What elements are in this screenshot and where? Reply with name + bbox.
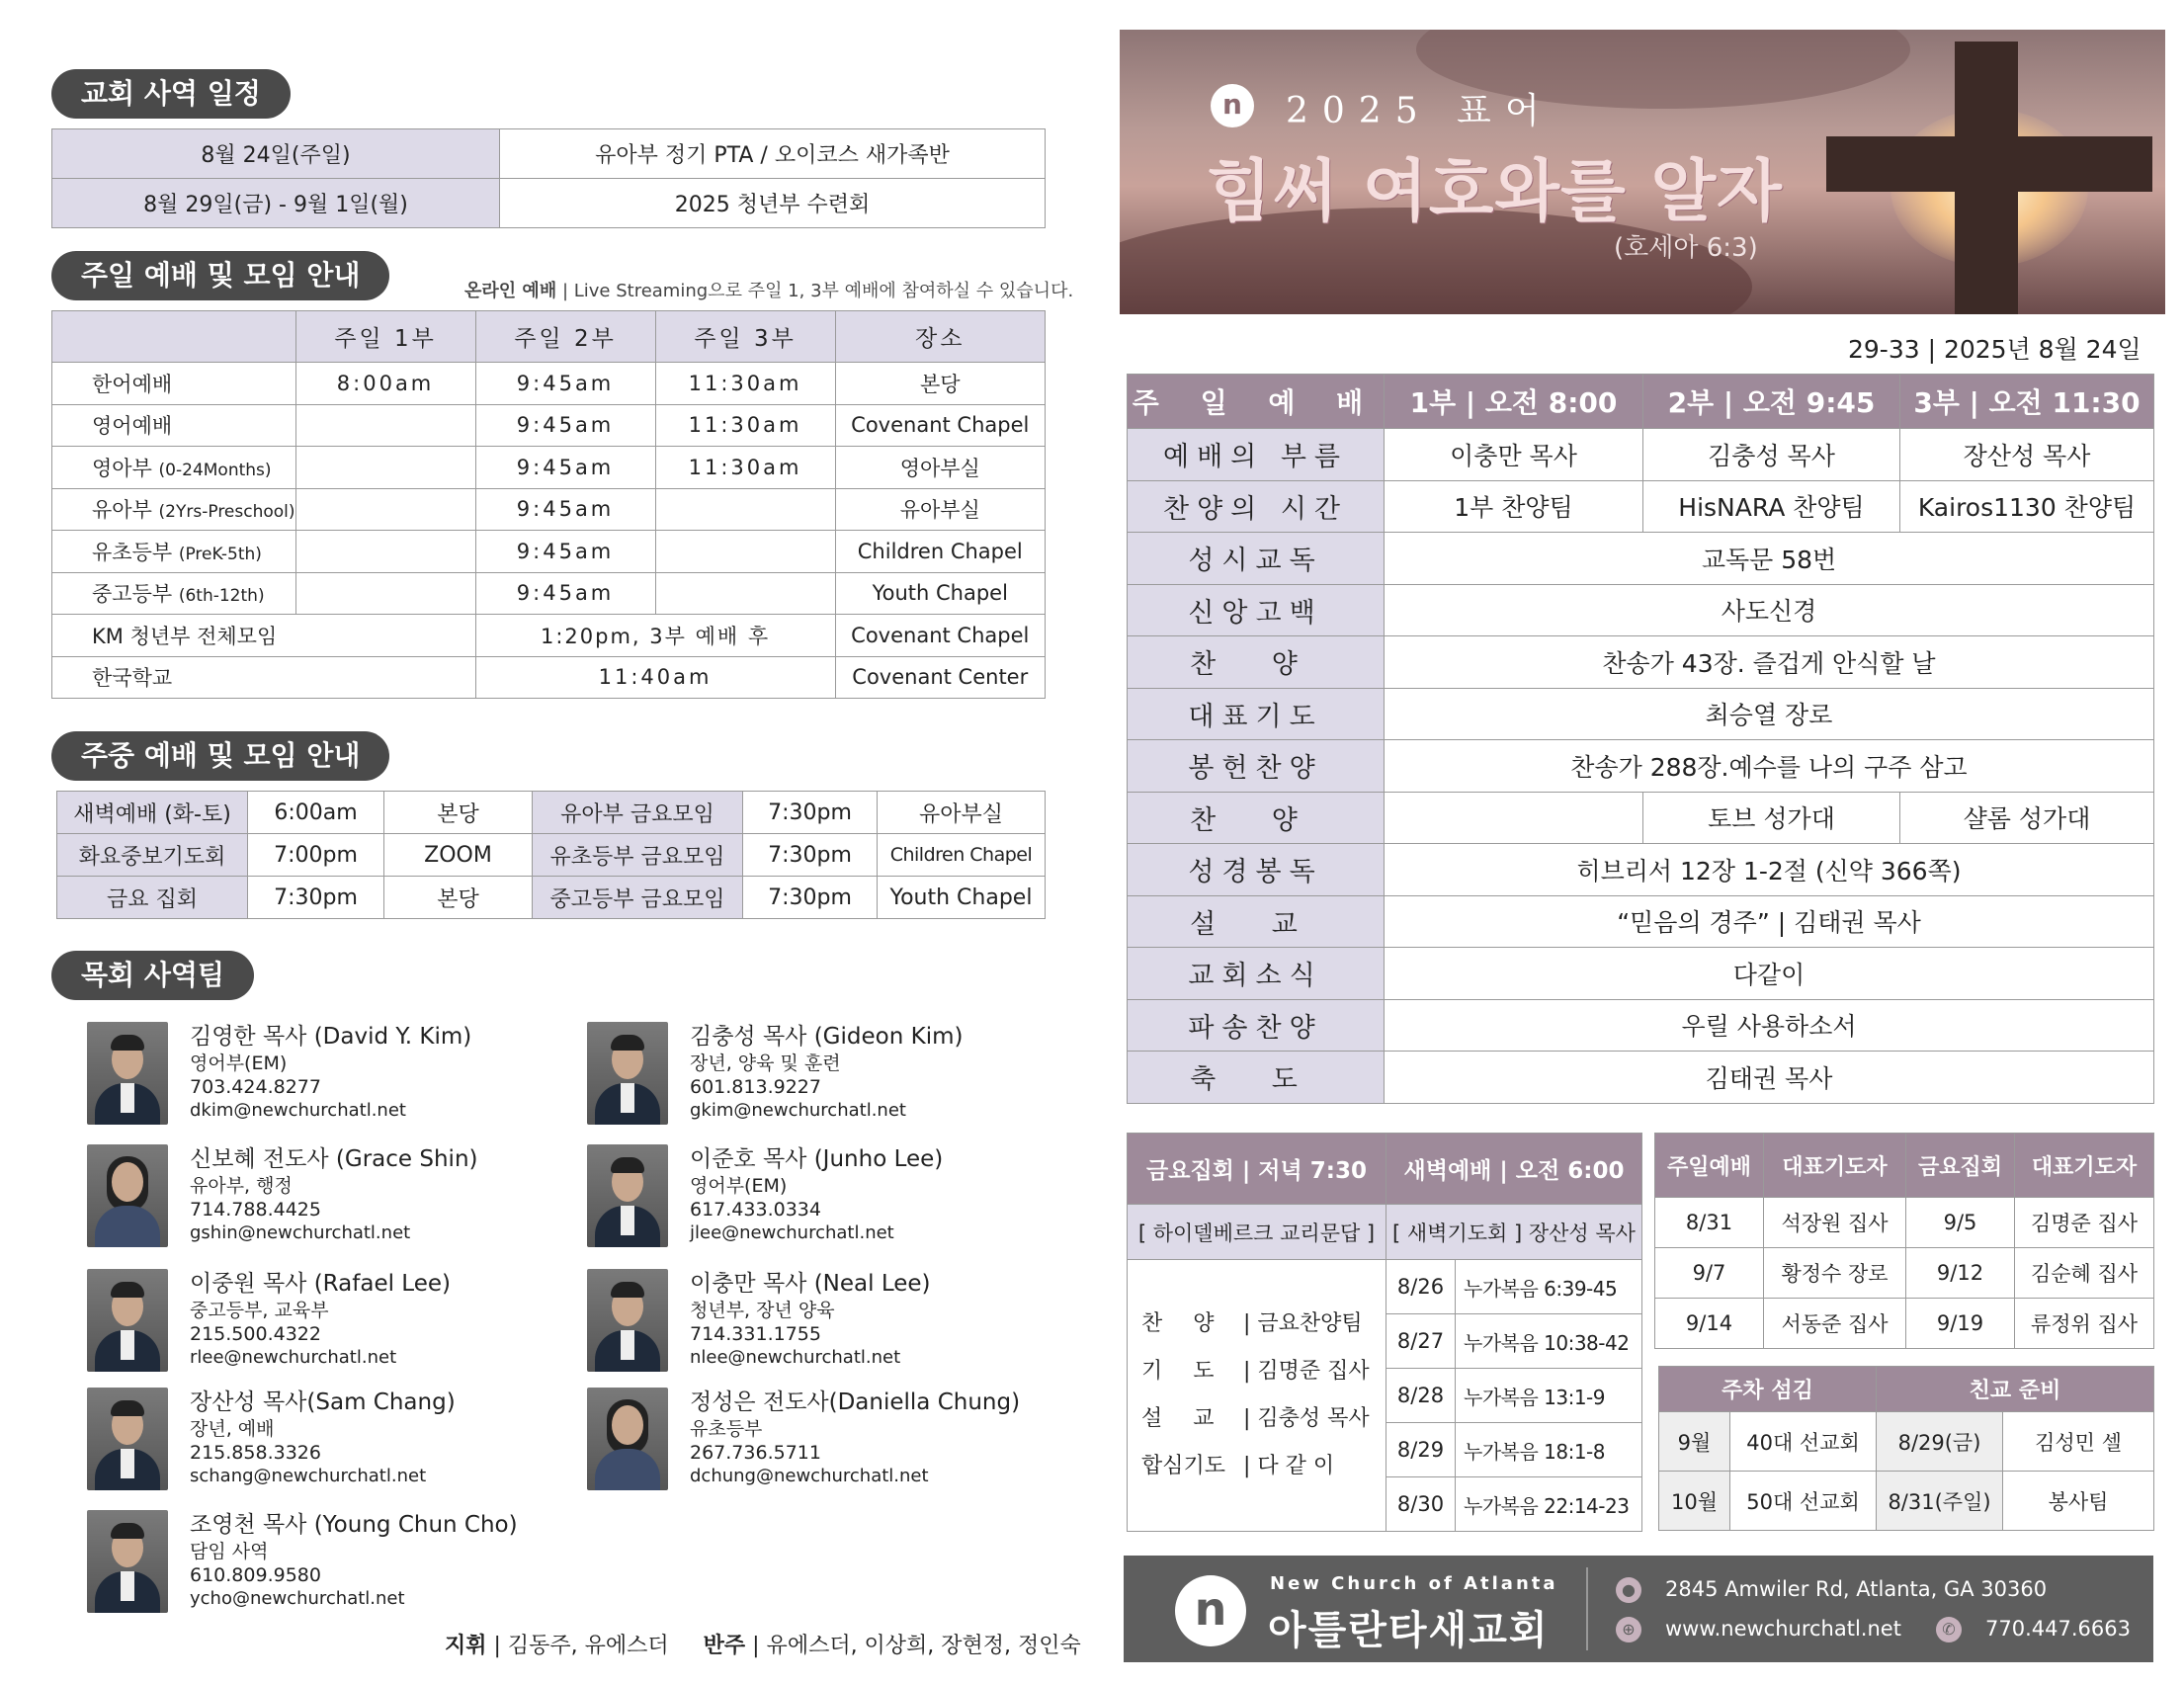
staff-card xyxy=(587,1022,1061,1131)
service-time xyxy=(295,572,475,615)
order-label: 설 교 xyxy=(1128,895,1385,948)
staff-name: 장산성 목사(Sam Chang) xyxy=(190,1389,456,1415)
order-label: 신앙고백 xyxy=(1128,584,1385,636)
staff-name: 정성은 전도사(Daniella Chung) xyxy=(690,1389,1021,1415)
table-header-row xyxy=(52,311,1046,363)
parking-team: 40대 선교회 xyxy=(1730,1412,1877,1472)
events-table xyxy=(51,128,1046,228)
table-row xyxy=(52,615,1046,657)
header-cell: 주일 1부 xyxy=(295,311,475,363)
meeting-time: 7:30pm xyxy=(743,877,878,919)
church-phone[interactable]: 770.447.6663 xyxy=(1985,1617,2131,1641)
order-value: HisNARA 찬양팀 xyxy=(1643,480,1900,533)
order-value: 다같이 xyxy=(1385,948,2154,1000)
order-value: 김충성 목사 xyxy=(1643,429,1900,481)
order-value: 교독문 58번 xyxy=(1385,533,2154,585)
friday-item: 기 도 | 김명준 집사 xyxy=(1141,1359,1370,1384)
sunday-schedule-table xyxy=(51,310,1046,699)
header-cell: 대표기도자 xyxy=(1764,1134,1906,1198)
friday-subtitle: [ 하이델베르크 교리문답 ] xyxy=(1128,1205,1386,1260)
order-value xyxy=(1385,792,1643,844)
service-name: 영어예배 xyxy=(52,404,296,447)
table-row xyxy=(52,363,1046,405)
motto-title: 힘써 여호와를 알자 xyxy=(1207,153,1783,231)
staff-role: 중고등부, 교육부 xyxy=(190,1300,329,1321)
staff-role: 장년, 양육 및 훈련 xyxy=(690,1052,841,1074)
meeting-time: 7:30pm xyxy=(743,792,878,834)
table-row xyxy=(1128,895,2154,948)
staff-email[interactable]: dkim@newchurchatl.net xyxy=(190,1100,406,1121)
service-place: 본당 xyxy=(835,363,1045,405)
staff-role: 장년, 예배 xyxy=(190,1418,275,1440)
table-row xyxy=(1128,533,2154,585)
dawn-header: 새벽예배 | 오전 6:00 xyxy=(1386,1134,1642,1205)
header-cell: 장소 xyxy=(835,311,1045,363)
dawn-date: 8/29 xyxy=(1386,1423,1456,1477)
service-name: 중고등부 (6th-12th) xyxy=(52,572,296,615)
dawn-reading: 누가복음 6:39-45 xyxy=(1456,1260,1642,1314)
staff-photo xyxy=(87,1510,168,1613)
table-row xyxy=(1128,688,2154,740)
service-place: 영아부실 xyxy=(835,447,1045,489)
rep-name: 황정수 장로 xyxy=(1764,1248,1906,1299)
staff-photo xyxy=(87,1022,168,1125)
dawn-reading: 누가복음 10:38-42 xyxy=(1456,1314,1642,1369)
church-address: 2845 Amwiler Rd, Atlanta, GA 30360 xyxy=(1665,1577,2048,1601)
table-row xyxy=(1128,740,2154,793)
meeting-place: ZOOM xyxy=(384,834,533,877)
service-place: Covenant Chapel xyxy=(835,615,1045,657)
conductor-label: 지휘 xyxy=(445,1634,487,1658)
issue-date: 29-33 | 2025년 8월 24일 xyxy=(1848,335,2142,364)
rep-date: 9/19 xyxy=(1906,1299,2015,1349)
staff-email[interactable]: gkim@newchurchatl.net xyxy=(690,1100,906,1121)
accompanist-label: 반주 xyxy=(703,1634,746,1658)
event-date: 8월 24일(주일) xyxy=(52,129,500,179)
staff-card xyxy=(587,1269,1061,1378)
table-row xyxy=(1128,844,2154,896)
staff-name: 김충성 목사 (Gideon Kim) xyxy=(690,1024,964,1050)
rep-name: 류정위 집사 xyxy=(2015,1299,2154,1349)
service-time xyxy=(655,531,835,573)
order-value: 최승열 장로 xyxy=(1385,688,2154,740)
table-row xyxy=(52,447,1046,489)
sunday-section-title: 주일 예배 및 모임 안내 xyxy=(51,251,389,300)
church-name-ko: 아틀란타새교회 xyxy=(1268,1608,1550,1653)
service-time: 11:30am xyxy=(655,404,835,447)
service-time: 9:45am xyxy=(475,363,655,405)
staff-phone: 215.500.4322 xyxy=(190,1323,321,1345)
service-place: Youth Chapel xyxy=(835,572,1045,615)
service-time: 9:45am xyxy=(475,404,655,447)
header-cell: 대표기도자 xyxy=(2015,1134,2154,1198)
table-row xyxy=(1128,948,2154,1000)
service-name: 영아부 (0-24Months) xyxy=(52,447,296,489)
service-time: 11:40am xyxy=(475,656,835,699)
meeting-name: 중고등부 금요모임 xyxy=(533,877,743,919)
staff-name: 신보혜 전도사 (Grace Shin) xyxy=(190,1146,478,1172)
order-value: 찬송가 288장.예수를 나의 구주 삼고 xyxy=(1385,740,2154,793)
meeting-time: 7:30pm xyxy=(248,877,384,919)
staff-card xyxy=(87,1510,561,1619)
staff-phone: 714.331.1755 xyxy=(690,1323,821,1345)
rep-name: 서동준 집사 xyxy=(1764,1299,1906,1349)
rep-date: 9/7 xyxy=(1655,1248,1764,1299)
order-value: Kairos1130 찬양팀 xyxy=(1900,480,2154,533)
order-label: 성시교독 xyxy=(1128,533,1385,585)
table-row xyxy=(1128,1260,1642,1314)
order-value: 히브리서 12장 1-2절 (신약 366쪽) xyxy=(1385,844,2154,896)
table-header-row xyxy=(1128,375,2154,429)
staff-photo xyxy=(587,1144,668,1247)
table-row xyxy=(1128,429,2154,481)
parking-month: 10월 xyxy=(1659,1472,1730,1531)
service-place: Children Chapel xyxy=(835,531,1045,573)
staff-role: 영어부(EM) xyxy=(690,1175,788,1197)
staff-photo xyxy=(87,1269,168,1372)
service-time xyxy=(655,572,835,615)
accompanist-names: | 유에스더, 이상희, 장현정, 정인숙 xyxy=(752,1634,1081,1658)
table-header-row xyxy=(1655,1134,2154,1198)
header-cell: 주일예배 xyxy=(1655,1134,1764,1198)
meeting-name: 화요중보기도회 xyxy=(57,834,248,877)
order-value: 찬송가 43장. 즐겁게 안식할 날 xyxy=(1385,636,2154,689)
order-value: 토브 성가대 xyxy=(1643,792,1900,844)
prayer-reps-table xyxy=(1654,1133,2154,1349)
service-time xyxy=(295,531,475,573)
meeting-place: Youth Chapel xyxy=(878,877,1046,919)
fellowship-header: 친교 준비 xyxy=(1877,1367,2154,1412)
table-row xyxy=(1128,999,2154,1052)
friday-header: 금요집회 | 저녁 7:30 xyxy=(1128,1134,1386,1205)
service-time xyxy=(655,488,835,531)
meeting-time: 7:30pm xyxy=(743,834,878,877)
staff-photo xyxy=(587,1022,668,1125)
staff-phone: 215.858.3326 xyxy=(190,1442,321,1464)
table-row xyxy=(1659,1472,2154,1531)
event-date: 8월 29일(금) - 9월 1일(월) xyxy=(52,179,500,228)
staff-card xyxy=(587,1144,1061,1253)
order-label: 예배의 부름 xyxy=(1128,429,1385,481)
order-label: 봉헌찬양 xyxy=(1128,740,1385,793)
order-label: 성경봉독 xyxy=(1128,844,1385,896)
table-row xyxy=(1128,792,2154,844)
order-value: 장산성 목사 xyxy=(1900,429,2154,481)
staff-phone: 703.424.8277 xyxy=(190,1076,321,1098)
header-cell: 금요집회 xyxy=(1906,1134,2015,1198)
order-value: 1부 찬양팀 xyxy=(1385,480,1643,533)
order-label: 파송찬양 xyxy=(1128,999,1385,1052)
fellowship-date: 8/31(주일) xyxy=(1877,1472,2003,1531)
table-row xyxy=(1128,1205,1642,1260)
order-label: 축 도 xyxy=(1128,1052,1385,1104)
staff-role: 청년부, 장년 양육 xyxy=(690,1300,835,1321)
table-row xyxy=(52,179,1046,228)
parking-fellowship-table xyxy=(1658,1366,2154,1531)
motto-banner xyxy=(1120,30,2165,314)
staff-name: 김영한 목사 (David Y. Kim) xyxy=(190,1024,472,1050)
staff-name: 조영천 목사 (Young Chun Cho) xyxy=(190,1512,518,1538)
dawn-reading: 누가복음 18:1-8 xyxy=(1456,1423,1642,1477)
order-value: 사도신경 xyxy=(1385,584,2154,636)
service-time xyxy=(295,488,475,531)
staff-card xyxy=(87,1388,561,1496)
service-time: 9:45am xyxy=(475,531,655,573)
meeting-name: 금요 집회 xyxy=(57,877,248,919)
rep-name: 김순혜 집사 xyxy=(2015,1248,2154,1299)
service-time: 11:30am xyxy=(655,447,835,489)
fellowship-team: 봉사팀 xyxy=(2003,1472,2154,1531)
rep-name: 김명준 집사 xyxy=(2015,1198,2154,1248)
staff-card xyxy=(87,1144,561,1253)
staff-name: 이충만 목사 (Neal Lee) xyxy=(690,1271,931,1297)
order-label: 대표기도 xyxy=(1128,688,1385,740)
service-name: 유아부 (2Yrs-Preschool) xyxy=(52,488,296,531)
dawn-date: 8/26 xyxy=(1386,1260,1456,1314)
staff-email[interactable]: gshin@newchurchatl.net xyxy=(190,1222,411,1243)
meeting-place: 유아부실 xyxy=(878,792,1046,834)
parking-header: 주차 섬김 xyxy=(1659,1367,1877,1412)
staff-role: 담임 사역 xyxy=(190,1541,269,1562)
staff-photo xyxy=(87,1144,168,1247)
staff-role: 영어부(EM) xyxy=(190,1052,288,1074)
order-value: 이충만 목사 xyxy=(1385,429,1643,481)
table-row xyxy=(52,404,1046,447)
friday-item: 설 교 | 김충성 목사 xyxy=(1141,1406,1370,1431)
fellowship-team: 김성민 셀 xyxy=(2003,1412,2154,1472)
online-worship-note xyxy=(464,277,1073,302)
event-name: 2025 청년부 수련회 xyxy=(500,179,1046,228)
fellowship-date: 8/29(금) xyxy=(1877,1412,2003,1472)
online-label: 온라인 예배 xyxy=(464,281,557,301)
parking-month: 9월 xyxy=(1659,1412,1730,1472)
staff-card xyxy=(87,1269,561,1378)
table-row xyxy=(1128,480,2154,533)
staff-email[interactable]: dchung@newchurchatl.net xyxy=(690,1466,929,1486)
events-section-title: 교회 사역 일정 xyxy=(51,69,291,119)
service-time: 9:45am xyxy=(475,488,655,531)
table-row xyxy=(52,656,1046,699)
table-row xyxy=(1655,1299,2154,1349)
meeting-name: 새벽예배 (화-토) xyxy=(57,792,248,834)
table-row xyxy=(1655,1198,2154,1248)
church-footer xyxy=(1124,1556,2153,1662)
staff-email[interactable]: ycho@newchurchatl.net xyxy=(190,1588,405,1609)
friday-item: 합심기도 | 다 같 이 xyxy=(1141,1454,1335,1478)
service-time: 11:30am xyxy=(655,363,835,405)
dawn-date: 8/30 xyxy=(1386,1477,1456,1532)
dawn-subtitle: [ 새벽기도회 ] 장산성 목사 xyxy=(1386,1205,1642,1260)
meeting-place: 본당 xyxy=(384,792,533,834)
staff-phone: 617.433.0334 xyxy=(690,1199,821,1221)
conductor-names: | 김동주, 유에스더 xyxy=(493,1634,669,1658)
staff-role: 유초등부 xyxy=(690,1418,763,1440)
rep-name: 석장원 집사 xyxy=(1764,1198,1906,1248)
table-header-row xyxy=(1128,1134,1642,1205)
footer-divider xyxy=(1586,1567,1588,1650)
header-cell xyxy=(52,311,296,363)
table-row xyxy=(1659,1412,2154,1472)
dawn-date: 8/28 xyxy=(1386,1369,1456,1423)
staff-photo xyxy=(87,1388,168,1490)
motto-year: 2025 표어 xyxy=(1286,91,1554,131)
table-row xyxy=(52,531,1046,573)
header-cell: 3부 | 오전 11:30 xyxy=(1900,375,2154,429)
staff-email[interactable]: jlee@newchurchatl.net xyxy=(690,1222,894,1243)
service-place: Covenant Chapel xyxy=(835,404,1045,447)
meeting-place: Children Chapel xyxy=(878,834,1046,877)
church-website[interactable]: www.newchurchatl.net xyxy=(1665,1617,1901,1641)
header-cell: 주 일 예 배 xyxy=(1128,375,1385,429)
staff-card xyxy=(87,1022,561,1131)
order-value: 김태권 목사 xyxy=(1385,1052,2154,1104)
motto-verse: (호세아 6:3) xyxy=(1614,233,1758,263)
dawn-date: 8/27 xyxy=(1386,1314,1456,1369)
staff-phone: 601.813.9227 xyxy=(690,1076,821,1098)
staff-phone: 610.809.9580 xyxy=(190,1564,321,1586)
dawn-reading: 누가복음 22:14-23 xyxy=(1456,1477,1642,1532)
service-time: 1:20pm, 3부 예배 후 xyxy=(475,615,835,657)
table-row xyxy=(52,572,1046,615)
table-row xyxy=(52,488,1046,531)
parking-team: 50대 선교회 xyxy=(1730,1472,1877,1531)
event-name: 유아부 정기 PTA / 오이코스 새가족반 xyxy=(500,129,1046,179)
service-time: 9:45am xyxy=(475,572,655,615)
meeting-time: 6:00am xyxy=(248,792,384,834)
staff-section-title: 목회 사역팀 xyxy=(51,951,254,1000)
table-row xyxy=(1128,584,2154,636)
order-value: 우릴 사용하소서 xyxy=(1385,999,2154,1052)
rep-date: 9/5 xyxy=(1906,1198,2015,1248)
staff-phone: 714.788.4425 xyxy=(190,1199,321,1221)
staff-card xyxy=(587,1388,1061,1496)
service-time xyxy=(295,447,475,489)
order-label: 찬 양 xyxy=(1128,792,1385,844)
header-cell: 주일 2부 xyxy=(475,311,655,363)
order-label: 찬양의 시간 xyxy=(1128,480,1385,533)
order-value: 샬롬 성가대 xyxy=(1900,792,2154,844)
meeting-name: 유초등부 금요모임 xyxy=(533,834,743,877)
friday-program xyxy=(1128,1260,1386,1532)
table-row xyxy=(1128,1052,2154,1104)
staff-name: 이중원 목사 (Rafael Lee) xyxy=(190,1271,451,1297)
meeting-place: 본당 xyxy=(384,877,533,919)
order-label: 찬 양 xyxy=(1128,636,1385,689)
service-time xyxy=(295,404,475,447)
staff-email[interactable]: rlee@newchurchatl.net xyxy=(190,1347,397,1368)
music-credits xyxy=(445,1629,1081,1659)
table-row xyxy=(57,792,1046,834)
table-row xyxy=(57,877,1046,919)
online-text: | Live Streaming으로 주일 1, 3부 예배에 참여하실 수 있습니다. xyxy=(561,281,1074,301)
staff-photo xyxy=(587,1388,668,1490)
staff-phone: 267.736.5711 xyxy=(690,1442,821,1464)
meeting-name: 유아부 금요모임 xyxy=(533,792,743,834)
staff-email[interactable]: nlee@newchurchatl.net xyxy=(690,1347,901,1368)
service-place: Covenant Center xyxy=(835,656,1045,699)
rep-date: 9/12 xyxy=(1906,1248,2015,1299)
service-place: 유아부실 xyxy=(835,488,1045,531)
staff-photo xyxy=(587,1269,668,1372)
order-value: “믿음의 경주” | 김태권 목사 xyxy=(1385,895,2154,948)
header-cell: 2부 | 오전 9:45 xyxy=(1643,375,1900,429)
church-logo-icon: n xyxy=(1211,84,1254,127)
friday-dawn-table xyxy=(1127,1133,1642,1532)
table-header-row xyxy=(1659,1367,2154,1412)
table-row xyxy=(52,129,1046,179)
location-pin-icon: ● xyxy=(1616,1577,1641,1603)
service-name: 유초등부 (PreK-5th) xyxy=(52,531,296,573)
service-name: 한어예배 xyxy=(52,363,296,405)
dawn-reading: 누가복음 13:1-9 xyxy=(1456,1369,1642,1423)
rep-date: 8/31 xyxy=(1655,1198,1764,1248)
service-time: 8:00am xyxy=(295,363,475,405)
table-row xyxy=(57,834,1046,877)
service-time: 9:45am xyxy=(475,447,655,489)
weekday-schedule-table xyxy=(56,791,1046,919)
header-cell: 주일 3부 xyxy=(655,311,835,363)
phone-icon: ✆ xyxy=(1936,1617,1962,1642)
order-label: 교회소식 xyxy=(1128,948,1385,1000)
weekday-section-title: 주중 예배 및 모임 안내 xyxy=(51,731,389,781)
service-name: 한국학교 xyxy=(52,656,476,699)
rep-date: 9/14 xyxy=(1655,1299,1764,1349)
header-cell: 1부 | 오전 8:00 xyxy=(1385,375,1643,429)
staff-name: 이준호 목사 (Junho Lee) xyxy=(690,1146,944,1172)
church-logo-icon: n xyxy=(1175,1575,1246,1646)
church-name-en: New Church of Atlanta xyxy=(1270,1573,1558,1594)
staff-email[interactable]: schang@newchurchatl.net xyxy=(190,1466,427,1486)
staff-role: 유아부, 행정 xyxy=(190,1175,293,1197)
friday-item: 찬 양 | 금요찬양팀 xyxy=(1141,1311,1363,1336)
table-row xyxy=(1655,1248,2154,1299)
service-name: KM 청년부 전체모임 xyxy=(52,615,476,657)
table-row xyxy=(1128,636,2154,689)
meeting-time: 7:00pm xyxy=(248,834,384,877)
globe-icon: ⊕ xyxy=(1616,1617,1641,1642)
worship-order-table xyxy=(1127,374,2154,1104)
